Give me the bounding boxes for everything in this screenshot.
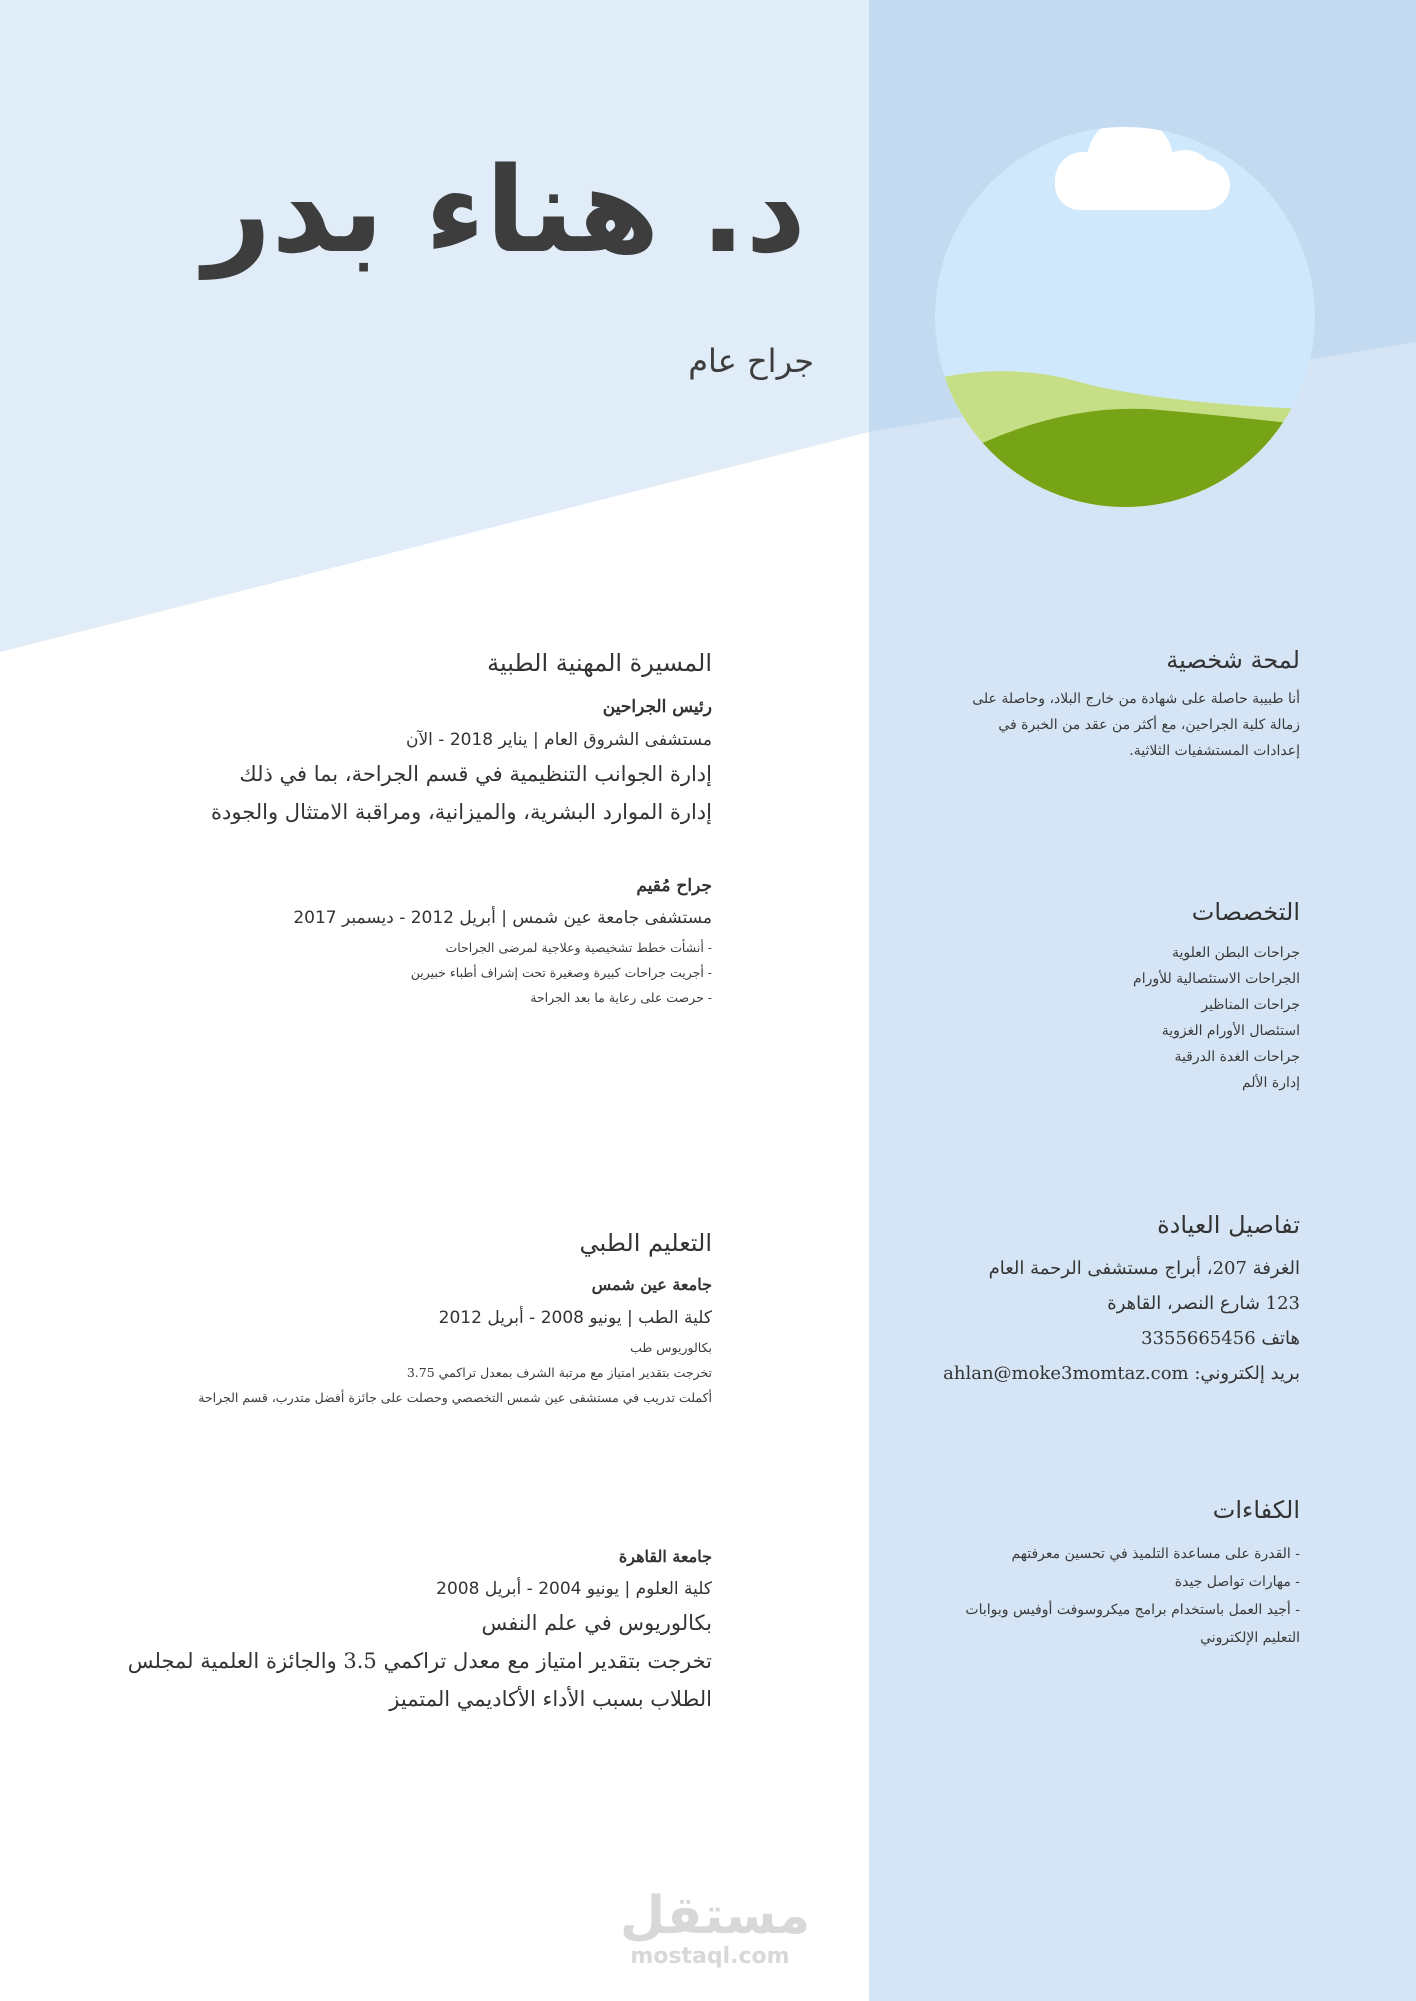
career-section bbox=[112, 645, 712, 1010]
school-details bbox=[112, 1335, 712, 1410]
school-entry bbox=[112, 1267, 712, 1410]
school-faculty-dates: كلية العلوم | يونيو 2004 - أبريل 2008 bbox=[436, 1579, 712, 1599]
job-place-dates: مستشفى جامعة عين شمس | أبريل 2012 - ديسمبر 2017 bbox=[293, 908, 712, 928]
school-detail: بكالوريوس في علم النفس bbox=[481, 1611, 712, 1635]
school-faculty-dates: كلية الطب | يونيو 2008 - أبريل 2012 bbox=[438, 1308, 712, 1328]
job-duty: - حرصت على رعاية ما بعد الجراحة bbox=[530, 990, 712, 1005]
skills-list bbox=[930, 1540, 1300, 1652]
job-role: جراح مُقيم bbox=[636, 876, 712, 896]
clinic-section bbox=[880, 1207, 1300, 1391]
job-title: جراح عام bbox=[688, 342, 814, 380]
profile-text bbox=[930, 686, 1300, 764]
specialty-item: استئصال الأورام الغزوية bbox=[1161, 1023, 1300, 1039]
job-description bbox=[112, 755, 712, 831]
specialty-item: جراحات الغدة الدرقية bbox=[1174, 1049, 1300, 1065]
watermark-latin: mostaql.com bbox=[630, 1944, 790, 1969]
profile-line: إعدادات المستشفيات الثلاثية. bbox=[1129, 743, 1300, 759]
job-duty: - أنشأت خطط تشخيصية وعلاجية لمرضى الجراحات bbox=[445, 940, 712, 955]
school-name: جامعة عين شمس bbox=[591, 1275, 712, 1294]
profile-line: زمالة كلية الجراحين، مع أكثر من عقد من الخبرة في bbox=[998, 717, 1300, 733]
specialty-item: الجراحات الاستئصالية للأورام bbox=[1133, 971, 1300, 987]
job-place-dates: مستشفى الشروق العام | يناير 2018 - الآن bbox=[405, 730, 712, 750]
left-top-band bbox=[0, 0, 869, 652]
watermark-logo bbox=[620, 1886, 811, 1970]
skills-title: الكفاءات bbox=[1212, 1496, 1300, 1524]
clinic-details bbox=[880, 1251, 1300, 1391]
specialties-list bbox=[930, 940, 1300, 1096]
job-description-line: إدارة الموارد البشرية، والميزانية، ومراقبة الامتثال والجودة bbox=[211, 800, 712, 824]
clinic-address-line: الغرفة 207، أبراج مستشفى الرحمة العام bbox=[988, 1258, 1300, 1279]
job-duty: - أجريت جراحات كبيرة وصغيرة تحت إشراف أطباء خبيرين bbox=[410, 965, 712, 980]
education-title: التعليم الطبي bbox=[579, 1229, 712, 1257]
person-name: د. هناء بدر bbox=[203, 141, 806, 279]
school-entry bbox=[112, 1540, 712, 1718]
school-detail: تخرجت بتقدير امتياز مع مرتبة الشرف بمعدل تراكمي 3.75 bbox=[406, 1365, 712, 1380]
school-detail: بكالوريوس طب bbox=[630, 1340, 712, 1355]
clinic-phone: هاتف 3355665456 bbox=[1141, 1328, 1300, 1349]
specialty-item: جراحات البطن العلوية bbox=[1172, 945, 1300, 961]
specialty-item: إدارة الألم bbox=[1241, 1075, 1300, 1091]
clinic-email: بريد إلكتروني: ahlan@moke3momtaz.com bbox=[943, 1363, 1300, 1384]
job-duties bbox=[112, 935, 712, 1010]
clinic-address-line: 123 شارع النصر، القاهرة bbox=[1107, 1293, 1300, 1314]
job-role: رئيس الجراحين bbox=[602, 697, 712, 717]
education-section bbox=[112, 1225, 712, 1410]
skill-item: - القدرة على مساعدة التلميذ في تحسين معرفتهم bbox=[1011, 1546, 1300, 1562]
job-entry bbox=[112, 869, 712, 1010]
job-description-line: إدارة الجوانب التنظيمية في قسم الجراحة، بما في ذلك bbox=[239, 762, 712, 786]
watermark-arabic: مستقل bbox=[620, 1886, 811, 1946]
specialty-item: جراحات المناظير bbox=[1201, 997, 1300, 1013]
skill-item: - مهارات تواصل جيدة bbox=[1174, 1574, 1300, 1590]
school-name: جامعة القاهرة bbox=[618, 1547, 712, 1566]
profile-section bbox=[930, 642, 1300, 764]
school-details bbox=[112, 1604, 712, 1718]
skill-item: التعليم الإلكتروني bbox=[1200, 1630, 1300, 1646]
career-title: المسيرة المهنية الطبية bbox=[487, 649, 712, 677]
profile-line: أنا طبيبة حاصلة على شهادة من خارج البلاد، وحاصلة على bbox=[972, 691, 1300, 707]
clinic-title: تفاصيل العيادة bbox=[1157, 1211, 1300, 1239]
skill-item: - أجيد العمل باستخدام برامج ميكروسوفت أوفيس وبوابات bbox=[965, 1602, 1300, 1618]
specialties-section bbox=[930, 894, 1300, 1096]
school-detail: تخرجت بتقدير امتياز مع معدل تراكمي 3.5 والجائزة العلمية لمجلس bbox=[127, 1649, 712, 1673]
job-entry bbox=[112, 689, 712, 831]
skills-section bbox=[930, 1492, 1300, 1652]
school-detail: الطلاب بسبب الأداء الأكاديمي المتميز bbox=[389, 1687, 712, 1711]
specialties-title: التخصصات bbox=[1191, 898, 1300, 926]
school-detail: أكملت تدريب في مستشفى عين شمس التخصصي وحصلت على جائزة أفضل متدرب، قسم الجراحة bbox=[198, 1390, 712, 1405]
profile-title: لمحة شخصية bbox=[1166, 646, 1300, 674]
